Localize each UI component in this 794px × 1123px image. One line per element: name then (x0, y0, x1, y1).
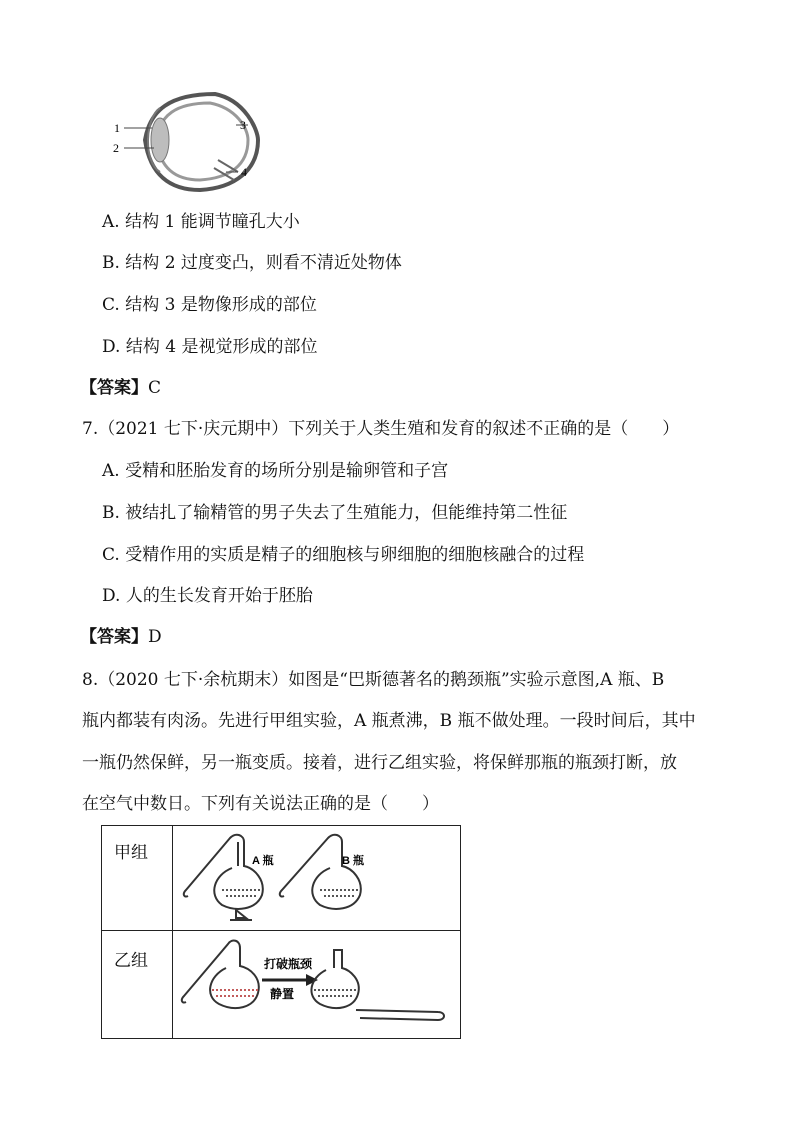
eye-label-3: 3 (240, 118, 246, 132)
q8-stem-line-3: 一瓶仍然保鲜，另一瓶变质。接着，进行乙组实验，将保鲜那瓶的瓶颈打断，放 (82, 753, 677, 773)
q8-stem-line-4: 在空气中数日。下列有关说法正确的是（ ） (82, 794, 439, 814)
flask-a-label: A 瓶 (252, 855, 274, 867)
q7-stem: 7.（2021 七下·庆元期中）下列关于人类生殖和发育的叙述不正确的是（ ） (82, 419, 680, 439)
action-top-label: 打破瓶颈 (264, 957, 313, 971)
table-row-divider (102, 930, 460, 931)
q7-option-d: D. 人的生长发育开始于胚胎 (102, 586, 313, 606)
q8-stem-line-2: 瓶内都装有肉汤。先进行甲组实验，A 瓶煮沸，B 瓶不做处理。一段时间后，其中 (82, 711, 696, 731)
q7-option-c: C. 受精作用的实质是精子的细胞核与卵细胞的细胞核融合的过程 (102, 545, 585, 565)
table-column-divider (172, 826, 173, 1038)
answer-value: C (148, 378, 162, 398)
q6-option-b: B. 结构 2 过度变凸，则看不清近处物体 (102, 253, 402, 273)
q7-option-b: B. 被结扎了输精管的男子失去了生殖能力，但能维持第二性征 (102, 503, 568, 523)
q6-option-a: A. 结构 1 能调节瞳孔大小 (102, 212, 300, 232)
experiment-table (101, 825, 461, 1039)
group-1-label: 甲组 (114, 843, 148, 863)
action-bottom-label: 静置 (270, 987, 295, 1001)
eye-label-2: 2 (113, 141, 119, 155)
group-2-label: 乙组 (114, 951, 148, 971)
answer-label: 【答案】 (80, 627, 148, 647)
eye-label-1: 1 (114, 121, 120, 135)
q7-answer (80, 626, 162, 648)
answer-value: D (148, 627, 162, 647)
eye-label-4: 4 (241, 165, 247, 179)
q6-option-d: D. 结构 4 是视觉形成的部位 (102, 337, 318, 357)
q6-option-c: C. 结构 3 是物像形成的部位 (102, 295, 317, 315)
q8-stem-line-1: 8.（2020 七下·余杭期末）如图是“巴斯德著名的鹅颈瓶”实验示意图,A 瓶、B (82, 670, 665, 690)
q6-answer (80, 377, 161, 399)
eyeball-figure (124, 94, 258, 190)
answer-label: 【答案】 (80, 378, 148, 398)
flask-b-label: B 瓶 (342, 855, 364, 867)
q7-option-a: A. 受精和胚胎发育的场所分别是输卵管和子宫 (102, 461, 449, 481)
